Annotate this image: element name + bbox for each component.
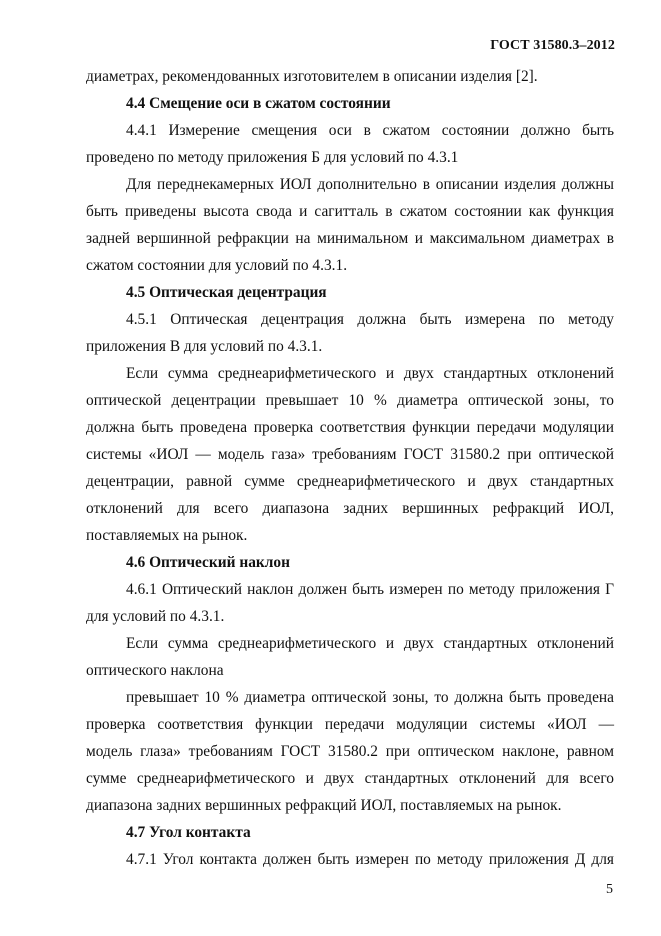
body-line: 4.5.1 Оптическая децентрация должна быть измерена по методу	[126, 311, 614, 328]
body-line: децентрации, равной сумме среднеарифметического и двух стандартных	[86, 473, 614, 490]
body-line: 4.6.1 Оптический наклон должен быть измерен по методу приложения Г	[126, 581, 614, 598]
body-line: приложения В для условий по 4.3.1.	[86, 338, 323, 355]
body-line: задней вершинной рефракции на минимальном и максимальном диаметрах в	[86, 230, 614, 247]
body-line: оптического наклона	[86, 662, 224, 679]
body-line: отклонений для всего диапазона задних вершинных рефракций ИОЛ,	[86, 500, 614, 517]
standard-header: ГОСТ 31580.3–2012	[490, 38, 615, 53]
section-heading: 4.4 Смещение оси в сжатом состоянии	[126, 95, 391, 112]
body-line: Если сумма среднеарифметического и двух стандартных отклонений	[126, 365, 614, 382]
body-line: проведено по методу приложения Б для условий по 4.3.1	[86, 149, 459, 166]
body-line: диаметрах, рекомендованных изготовителем в описании изделия [2].	[86, 68, 538, 85]
section-heading: 4.6 Оптический наклон	[126, 554, 290, 571]
body-line: 4.4.1 Измерение смещения оси в сжатом состоянии должно быть	[126, 122, 614, 139]
body-line: модель глаза» требованиям ГОСТ 31580.2 при оптическом наклоне, равном	[86, 743, 614, 760]
body-line: системы «ИОЛ — модель газа» требованиям ГОСТ 31580.2 при оптической	[86, 446, 614, 463]
body-line: превышает 10 % диаметра оптической зоны, то должна быть проведена	[126, 689, 614, 706]
body-line: должна быть проведена проверка соответствия функции передачи модуляции	[86, 419, 614, 436]
body-line: быть приведены высота свода и сагитталь в сжатом состоянии как функция	[86, 203, 614, 220]
page-number: 5	[606, 882, 613, 897]
body-line: Если сумма среднеарифметического и двух стандартных отклонений	[126, 635, 614, 652]
body-line: диапазона задних вершинных рефракций ИОЛ, поставляемых на рынок.	[86, 797, 562, 814]
body-line: 4.7.1 Угол контакта должен быть измерен по методу приложения Д для	[126, 851, 614, 868]
section-heading: 4.7 Угол контакта	[126, 824, 251, 841]
body-line: для условий по 4.3.1.	[86, 608, 225, 625]
body-line: поставляемых на рынок.	[86, 527, 248, 544]
section-heading: 4.5 Оптическая децентрация	[126, 284, 327, 301]
body-line: проверка соответствия функции передачи модуляции системы «ИОЛ —	[86, 716, 614, 733]
body-line: сумме среднеарифметического и двух стандартных отклонений для всего	[86, 770, 614, 787]
body-line: оптической децентрации превышает 10 % диаметра оптической зоны, то	[86, 392, 614, 409]
body-line: Для переднекамерных ИОЛ дополнительно в описании изделия должны	[126, 176, 614, 193]
body-line: сжатом состоянии для условий по 4.3.1.	[86, 257, 348, 274]
